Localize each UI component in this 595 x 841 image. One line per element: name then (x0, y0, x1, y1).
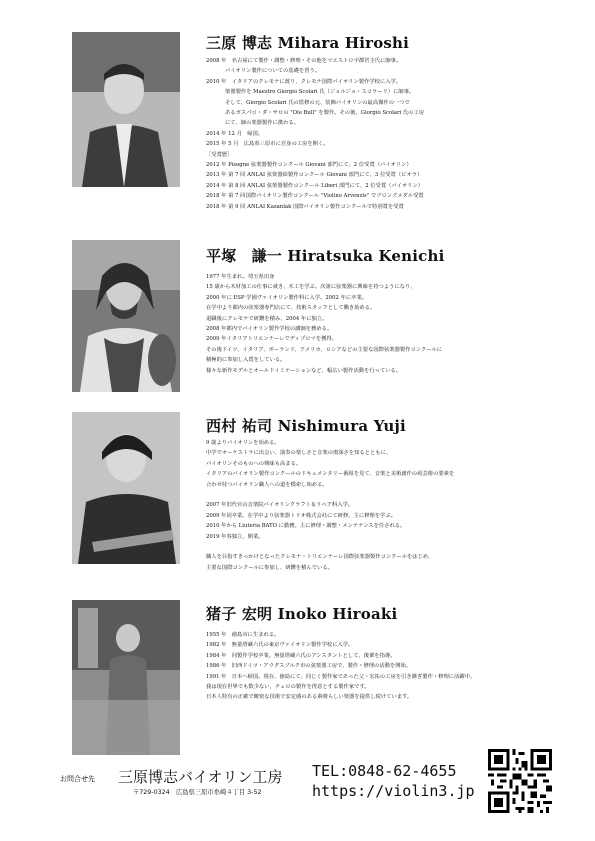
bio-line: 2008 年 名古屋にて製作・調整・修理・その他をマエストロ宇都宮圭氏に師事。 (206, 58, 402, 64)
artisan-name: 西村 祐司 Nishimura Yuji (206, 417, 406, 435)
bio-line: 1977 年生まれ。埼玉県出身 (206, 274, 275, 280)
bio-line: 主要な国際コンクールに参加し、研鑽を積んでいる。 (206, 564, 333, 571)
portrait-mihara (72, 32, 180, 187)
bio-line: その後ドイツ、イタリア、ポーランド、アメリカ、ロシアなどの主要な国際弦楽器製作コンクールに (206, 346, 443, 353)
bio-line: 2010 年 イタリアのクレモナに渡り、クレモナ国際バイオリン製作学校に入学。 (206, 78, 402, 85)
artisan-name: 猪子 宏明 Inoko Hiroaki (206, 605, 398, 623)
bio-line: 1986 年 旧西ドイツ・アウグスブルク市の弦楽器工房で、製作・修理の活動を開始。 (206, 663, 412, 670)
bio-line: 1982 年 無量塔蔵六氏の東京ヴァイオリン製作学校に入学。 (206, 642, 354, 649)
artisan-name: 三原 博志 Mihara Hiroshi (206, 34, 410, 52)
bio-line: 2018 年 第 7 回国際バイオリン製作コンクール "Violino Arvenzis" でブロンズメダル受賞 (206, 193, 424, 200)
bio-line: 2009 年同卒業。在学中より弦楽器トリオ株式会社にて研修、主に修理を学ぶ。 (206, 512, 397, 519)
bio-line: 1955 年 徳島市に生まれる。 (206, 632, 280, 638)
bio-line: 我は現在世界でも数少ない、チェロの製作を得意とする製作家です。 (206, 684, 370, 691)
artisan-bio (206, 630, 486, 703)
bio-line: 2015 年 5 月 広島県三原市に自身の工房を開く。 (206, 141, 329, 148)
bio-line: 様々な新作モデルとオールドイミテーションなど、幅広い製作活動を行っている。 (206, 367, 402, 374)
website-link[interactable]: https://violin3.jp (312, 782, 475, 800)
bio-line: 2010 年から Liuteria BATO に勤務。主に修理・調整・メンテナンスを任される。 (206, 523, 406, 530)
shop-name: 三原博志バイオリン工房 (118, 768, 283, 786)
bio-line: 2014 年 第 8 回 ANLAI 弦楽器製作コンクール Liberi 部門にて、2 位受賞（バイオリン） (206, 182, 424, 189)
bio-line: 1991 年 日本へ帰国。現在、徳島にて、同じく製作家であった父・宏祐の工房を引き継ぎ製作・修理に活躍中。 (206, 673, 476, 680)
bio-line: 合わせ持つバイオリン職人への道を模索し始める。 (206, 481, 328, 488)
bio-line: 中学でオーケストラに出会い、演奏の楽しさと音楽の奥深さを知るとともに、 (206, 450, 392, 457)
bio-line: 日本人特有の正確で緻密な技術で安定感のある素晴らしい楽器を提供し続けています。 (206, 694, 413, 701)
bio-line: 職人を目指すきっかけとなったクレモナ・トリエンナーレ国際弦楽器製作コンクールをはじめ、 (206, 554, 434, 561)
bio-line: 1984 年 同製作学校卒業。無量塔蔵六氏のアシスタントとして、後輩を指導。 (206, 652, 396, 659)
portrait-hiratsuka (72, 240, 180, 392)
artisan-bio (206, 272, 486, 376)
artisan-bio (206, 56, 486, 212)
bio-line: 2012 年 Pisogne 弦楽器製作コンクール Giovani 部門にて、2 位受賞（バイオリン） (206, 162, 412, 169)
bio-line: 退職後にクレモナで研鑽を積み、2004 年に独立。 (206, 315, 328, 322)
bio-line: 2008 年都内でバイオリン製作学校の講師を務める。 (206, 326, 333, 333)
artisan-name: 平塚 謙一 Hiratsuka Kenichi (206, 247, 445, 265)
bio-line: そして、Giorgio Scolari 氏の監修の元、装飾バイオリンの最高傑作の一つで (225, 99, 410, 106)
bio-line: 2009 年イタリアトリエンナーレでディプロマを獲得。 (206, 336, 338, 343)
bio-line: あるガスパロ・ダ・サロの "Ole Bull" を製作。その後、Giorgio Scolari 氏の工房 (225, 110, 425, 117)
bio-line: 在学中より都内の弦楽器専門店にて、技術スタッフとして働き始める。 (206, 305, 376, 312)
artisan-bio (206, 438, 486, 573)
bio-line: 2019 年春独立、開業。 (206, 533, 264, 540)
bio-line: 積極的に参加し入賞をしている。 (206, 357, 286, 364)
bio-line: 2000 年に ESP 学園ヴァイオリン製作科に入学。2002 年に卒業。 (206, 294, 368, 301)
qr-code-icon[interactable] (488, 749, 552, 813)
bio-line: 15 歳から木材加工の仕事に就き、木工を学ぶ。次第に弦楽器に興味を持つようになり、 (206, 284, 416, 291)
bio-line: 2013 年 第 7 回 ANLAI 弦楽器絵製作コンクール Giovani 部門にて、3 位受賞（ビオラ） (206, 172, 423, 179)
bio-line: 楽器製作を Maestro Giorgio Scolari 氏（ジョルジョ・スコラーリ）に師事。 (225, 89, 415, 96)
phone-number[interactable]: TEL:0848-62-4655 (312, 762, 457, 780)
bio-line: ［受賞歴］ (206, 151, 233, 158)
bio-line: 9 歳よりバイオリンを始める。 (206, 440, 280, 446)
bio-line: にて、師の楽器製作に携わる。 (225, 120, 300, 127)
bio-line: バイオリンそのものへの興味も高まる。 (206, 460, 302, 467)
bio-line: イタリアのバイオリン製作コンクールのドキュメンタリー番組を見て、音楽と美術創作の両芸術の要素を (206, 471, 455, 478)
contact-label: お問合せ先 (60, 775, 95, 783)
portrait-nishimura (72, 412, 180, 564)
shop-address: 〒729-0324 広島県三原市糸崎４丁目 3-52 (133, 789, 262, 796)
bio-line: 2014 年 12 月 帰国。 (206, 130, 264, 137)
bio-line: 2018 年 第 9 回 ANLAI Kazanlak 国際バイオリン製作コンクールで特別賞を受賞 (206, 203, 404, 210)
bio-line: バイオリン製作についての基礎を習う。 (225, 68, 321, 75)
bio-line: 2007 年旧代官山音楽院バイオリンクラフト＆リペア科入学。 (206, 502, 354, 509)
portrait-inoko (72, 600, 180, 755)
